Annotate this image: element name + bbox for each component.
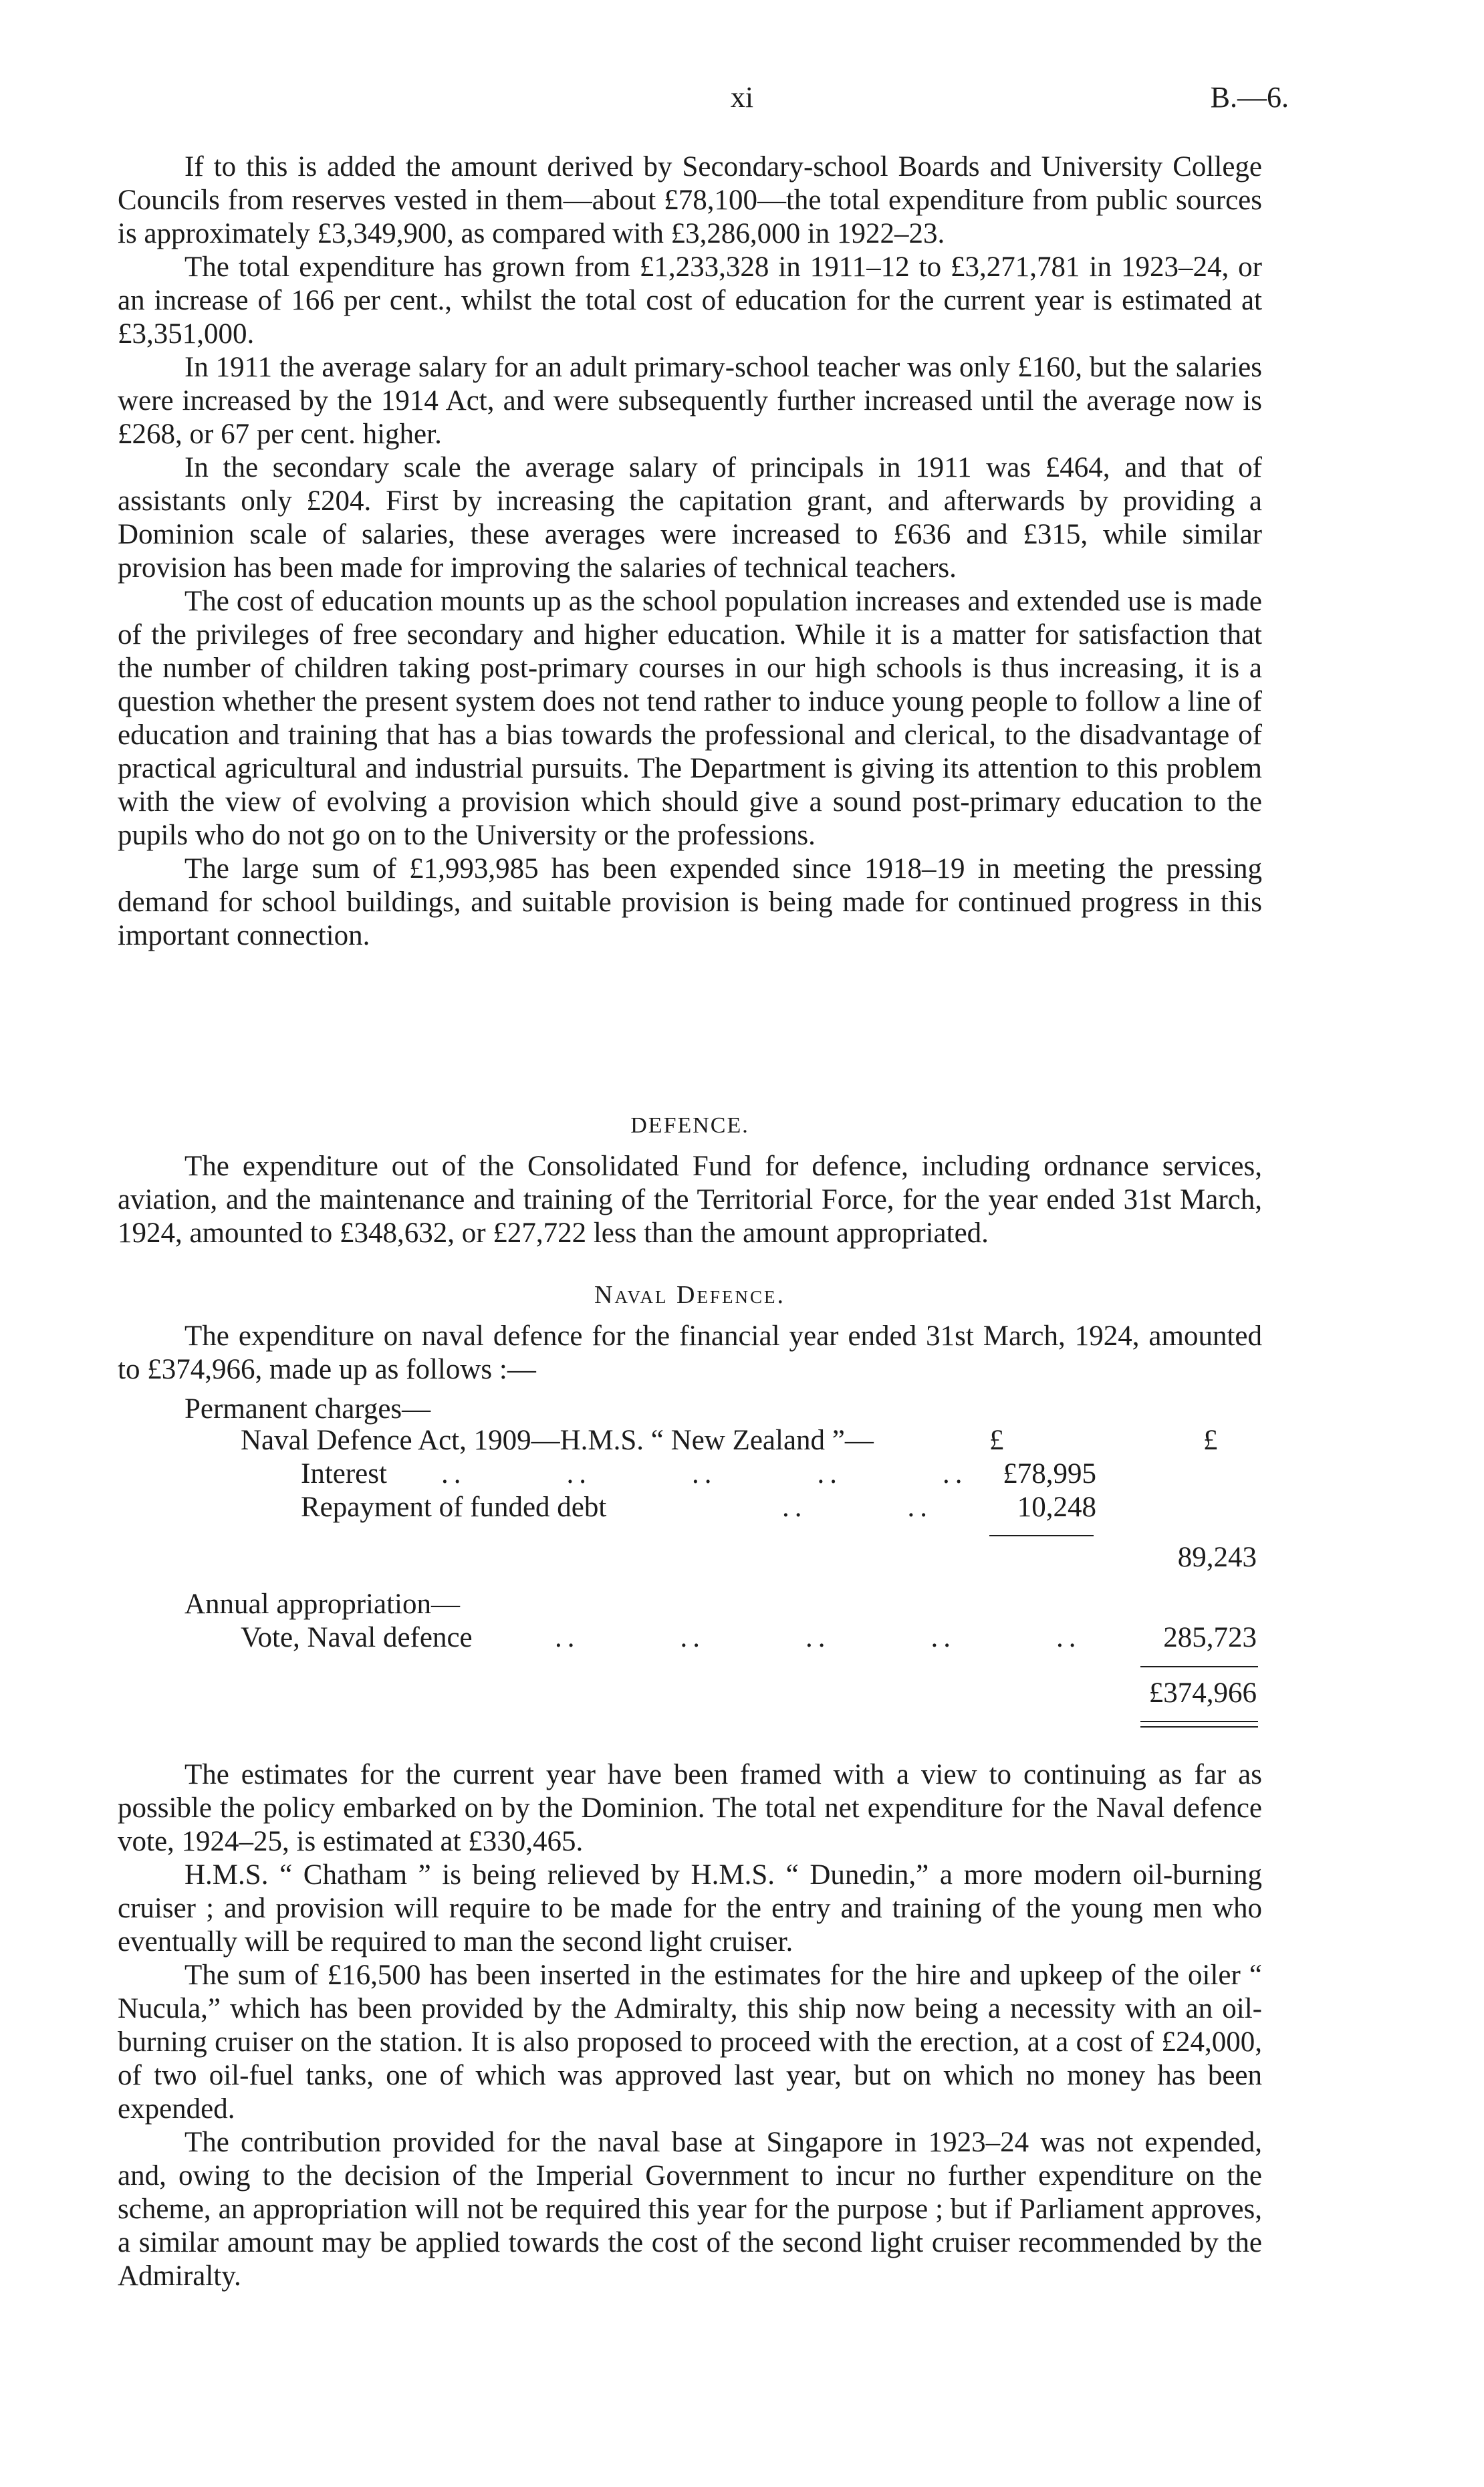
- paragraph: H.M.S. “ Chatham ” is being relieved by H.M.S. “ Dunedin,” a more modern oil-burning cruiser ; and provision will require to be made for the entry and training of the young men who eventually will be required to man the second light cruiser.: [118, 1859, 1262, 1958]
- total-rule: [1140, 1666, 1258, 1667]
- total-double-rule-bottom: [1140, 1726, 1258, 1728]
- leader-dots: .. ..: [782, 1492, 933, 1523]
- paragraph: The expenditure out of the Consolidated Fund for defence, including ordnance services, aviation, and the maintenance and training of the Territorial Force, for the year ended 31st March, 1924, amounted to £348,632, or £27,722 less than the amount appropriated.: [118, 1151, 1262, 1249]
- repayment-label: Repayment of funded debt: [301, 1492, 607, 1523]
- interest-value: £78,995: [1003, 1458, 1096, 1490]
- paragraph: The total expenditure has grown from £1,233,328 in 1911–12 to £3,271,781 in 1923–24, or an increase of 166 per cent., whilst the total cost of education for the current year is estimated at £3,351,000.: [118, 251, 1262, 350]
- page-number: xi: [730, 81, 754, 114]
- paragraph: The cost of education mounts up as the school population increases and extended use is made of the privileges of free secondary and higher education. While it is a matter for satisfaction that the number of children taking post-primary courses in our high schools is thus increasing, it is a question whether the present system does not tend rather to induce young people to follow a line of education and training that has a bias towards the professional and clerical, to the disadvantage of practical agricultural and industrial pursuits. The Department is giving its attention to this problem with the view of evolving a provision which should give a sound post-primary education to the pupils who do not go on to the University or the professions.: [118, 586, 1262, 851]
- annual-appropriation-label: Annual appropriation—: [184, 1588, 460, 1620]
- column-currency-1: £: [989, 1425, 1004, 1456]
- naval-defence-heading: Naval Defence.: [594, 1281, 785, 1309]
- total-value: £374,966: [1148, 1677, 1257, 1709]
- paragraph: The estimates for the current year have been framed with a view to continuing as far as possible the policy embarked on by the Dominion. The total net expenditure for the Naval defence vote, 1924–25, is estimated at £330,465.: [118, 1759, 1262, 1857]
- leader-dots: .. .. .. .. ..: [555, 1622, 1082, 1653]
- total-double-rule-top: [1140, 1721, 1258, 1722]
- paragraph: The large sum of £1,993,985 has been expended since 1918–19 in meeting the pressing demand for school buildings, and suitable provision is being made for continued progress in this important connection.: [118, 853, 1262, 951]
- repayment-value: 10,248: [1017, 1492, 1096, 1523]
- defence-heading: DEFENCE.: [630, 1113, 749, 1138]
- leader-dots: .. .. .. .. ..: [441, 1458, 968, 1490]
- paragraph: The contribution provided for the naval base at Singapore in 1923–24 was not expended, and, owing to the decision of the Imperial Government to incur no further expenditure on the scheme, an appropriation will not be required this year for the purpose ; but if Parliament approves, a similar amount may be applied towards the cost of the second light cruiser recommended by the Admiralty.: [118, 2127, 1262, 2292]
- permanent-charges-label: Permanent charges—: [184, 1393, 431, 1425]
- naval-defence-act-label: Naval Defence Act, 1909—H.M.S. “ New Zealand ”—: [241, 1425, 874, 1456]
- paragraph: In the secondary scale the average salary of principals in 1911 was £464, and that of assistants only £204. First by increasing the capitation grant, and afterwards by providing a Dominion scale of salaries, these averages were increased to £636 and £315, while similar provision has been made for improving the salaries of technical teachers.: [118, 452, 1262, 584]
- interest-label: Interest: [301, 1458, 387, 1490]
- education-section: [118, 150, 1262, 953]
- reference-code: B.—6.: [1210, 81, 1289, 114]
- vote-value: 285,723: [1163, 1622, 1257, 1653]
- paragraph: If to this is added the amount derived by Secondary-school Boards and University College Councils from reserves vested in them—about £78,100—the total expenditure from public sources is approximately £3,349,900, as compared with £3,286,000 in 1922–23.: [118, 151, 1262, 249]
- paragraph: In 1911 the average salary for an adult primary-school teacher was only £160, but the salaries were increased by the 1914 Act, and were subsequently further increased until the average now is £268, or 67 per cent. higher.: [118, 352, 1262, 450]
- vote-label: Vote, Naval defence: [241, 1622, 473, 1653]
- column-currency-2: £: [1203, 1425, 1218, 1456]
- subtotal-rule: [989, 1535, 1094, 1536]
- paragraph: The expenditure on naval defence for the financial year ended 31st March, 1924, amounted to £374,966, made up as follows :—: [118, 1320, 1262, 1385]
- defence-section: [118, 1150, 1262, 1250]
- naval-section: [118, 1758, 1262, 2293]
- paragraph: The sum of £16,500 has been inserted in the estimates for the hire and upkeep of the oiler “ Nucula,” which has been provided by the Admiralty, this ship now being a necessity with an oil-burning cruiser on the station. It is also proposed to proceed with the erection, at a cost of £24,000, of two oil-fuel tanks, one of which was approved last year, but on which no money has been expended.: [118, 1960, 1262, 2125]
- naval-intro: [118, 1320, 1262, 1387]
- permanent-subtotal: 89,243: [1177, 1542, 1257, 1573]
